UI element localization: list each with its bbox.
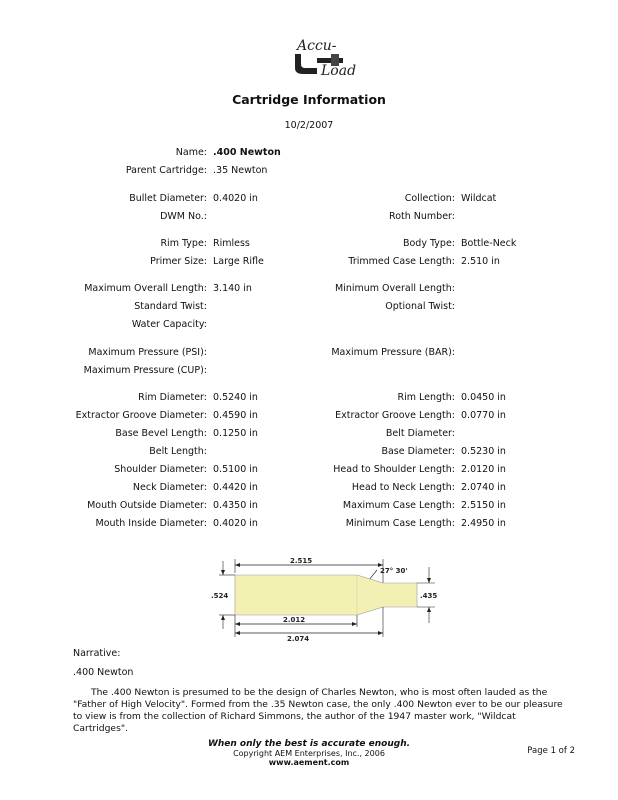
parent-cartridge-label: Parent Cartridge: — [125, 165, 207, 176]
rim-length-value: 0.0450 in — [461, 392, 506, 403]
max-case-length-value: 2.5150 in — [461, 500, 506, 511]
bullet-diameter-value: 0.4020 in — [213, 193, 258, 204]
narrative-label: Narrative: — [73, 648, 121, 659]
min-case-length-value: 2.4950 in — [461, 518, 506, 529]
page-title: Cartridge Information — [232, 92, 386, 107]
mouth-outside-diameter-value: 0.4350 in — [213, 500, 258, 511]
report-date: 10/2/2007 — [284, 120, 334, 131]
mouth-outside-diameter-label: Mouth Outside Diameter: — [87, 500, 207, 511]
collection-label: Collection: — [404, 193, 455, 204]
name-value: .400 Newton — [213, 147, 281, 158]
head-to-neck-label: Head to Neck Length: — [351, 482, 455, 493]
standard-twist-label: Standard Twist: — [134, 301, 207, 312]
body-type-value: Bottle-Neck — [461, 238, 517, 249]
max-pressure-cup-label: Maximum Pressure (CUP): — [83, 365, 207, 376]
footer-url[interactable]: www.aement.com — [268, 758, 350, 767]
rim-diameter-value: 0.5240 in — [213, 392, 258, 403]
primer-size-label: Primer Size: — [150, 256, 207, 267]
mouth-dia-text: .435 — [420, 592, 438, 600]
logo-line1: Accu- — [297, 38, 337, 54]
rim-type-label: Rim Type: — [160, 238, 207, 249]
narrative-text: The .400 Newton is presumed to be the design of Charles Newton, who is most often lauded as the "Father of High Velocity". Formed from the .35 Newton case, the only .400 Newton ever to be our pleasure to view is from the collection of Richard Simmons, the author of the 1947 master work, "Wildcat Cartridges". — [73, 687, 563, 734]
cartridge-case — [235, 575, 417, 615]
rim-length-label: Rim Length: — [397, 392, 455, 403]
head-to-neck-value: 2.0740 in — [461, 482, 506, 493]
name-label: Name: — [175, 147, 207, 158]
parent-cartridge-value: .35 Newton — [213, 165, 268, 176]
primer-size-value: Large Rifle — [213, 256, 264, 267]
dwm-label: DWM No.: — [160, 211, 207, 222]
shoulder-length-text: 2.012 — [283, 616, 306, 624]
max-pressure-bar-label: Maximum Pressure (BAR): — [331, 347, 455, 358]
extractor-groove-diameter-label: Extractor Groove Diameter: — [75, 410, 207, 421]
trimmed-case-length-value: 2.510 in — [461, 256, 500, 267]
base-bevel-length-label: Base Bevel Length: — [115, 428, 207, 439]
narrative-name: .400 Newton — [73, 667, 134, 678]
neck-diameter-value: 0.4420 in — [213, 482, 258, 493]
bullet-diameter-label: Bullet Diameter: — [129, 193, 207, 204]
shoulder-diameter-label: Shoulder Diameter: — [114, 464, 207, 475]
extractor-groove-diameter-value: 0.4590 in — [213, 410, 258, 421]
max-overall-length-value: 3.140 in — [213, 283, 252, 294]
base-bevel-length-value: 0.1250 in — [213, 428, 258, 439]
overall-length-text: 2.515 — [290, 557, 313, 565]
footer-slogan: When only the best is accurate enough. — [207, 739, 411, 749]
shoulder-diameter-value: 0.5100 in — [213, 464, 258, 475]
head-to-shoulder-label: Head to Shoulder Length: — [333, 464, 455, 475]
trimmed-case-length-label: Trimmed Case Length: — [348, 256, 455, 267]
mouth-inside-diameter-label: Mouth Inside Diameter: — [95, 518, 207, 529]
accu-load-logo — [287, 34, 367, 78]
rim-type-value: Rimless — [213, 238, 250, 249]
rim-diameter-label: Rim Diameter: — [138, 392, 207, 403]
shoulder-angle-text: 27° 30' — [380, 567, 408, 575]
max-overall-length-label: Maximum Overall Length: — [84, 283, 207, 294]
base-diameter-value: 0.5230 in — [461, 446, 506, 457]
roth-number-label: Roth Number: — [389, 211, 455, 222]
min-case-length-label: Minimum Case Length: — [345, 518, 455, 529]
belt-diameter-label: Belt Diameter: — [385, 428, 455, 439]
extractor-groove-length-value: 0.0770 in — [461, 410, 506, 421]
belt-length-label: Belt Length: — [149, 446, 207, 457]
mouth-inside-diameter-value: 0.4020 in — [213, 518, 258, 529]
extractor-groove-length-label: Extractor Groove Length: — [335, 410, 455, 421]
head-to-shoulder-value: 2.0120 in — [461, 464, 506, 475]
neck-diameter-label: Neck Diameter: — [132, 482, 207, 493]
base-diameter-label: Base Diameter: — [381, 446, 455, 457]
page-number: Page 1 of 2 — [527, 746, 575, 756]
collection-value: Wildcat — [461, 193, 497, 204]
optional-twist-label: Optional Twist: — [385, 301, 455, 312]
max-pressure-psi-label: Maximum Pressure (PSI): — [88, 347, 207, 358]
footer-copyright: Copyright AEM Enterprises, Inc., 2006 — [233, 749, 385, 758]
water-capacity-label: Water Capacity: — [131, 319, 207, 330]
min-overall-length-label: Minimum Overall Length: — [335, 283, 455, 294]
body-type-label: Body Type: — [402, 238, 455, 249]
neck-length-text: 2.074 — [287, 635, 310, 643]
base-dia-text: .524 — [211, 592, 229, 600]
max-case-length-label: Maximum Case Length: — [342, 500, 455, 511]
logo-line2: Load — [321, 63, 357, 78]
cartridge-diagram — [205, 553, 445, 643]
